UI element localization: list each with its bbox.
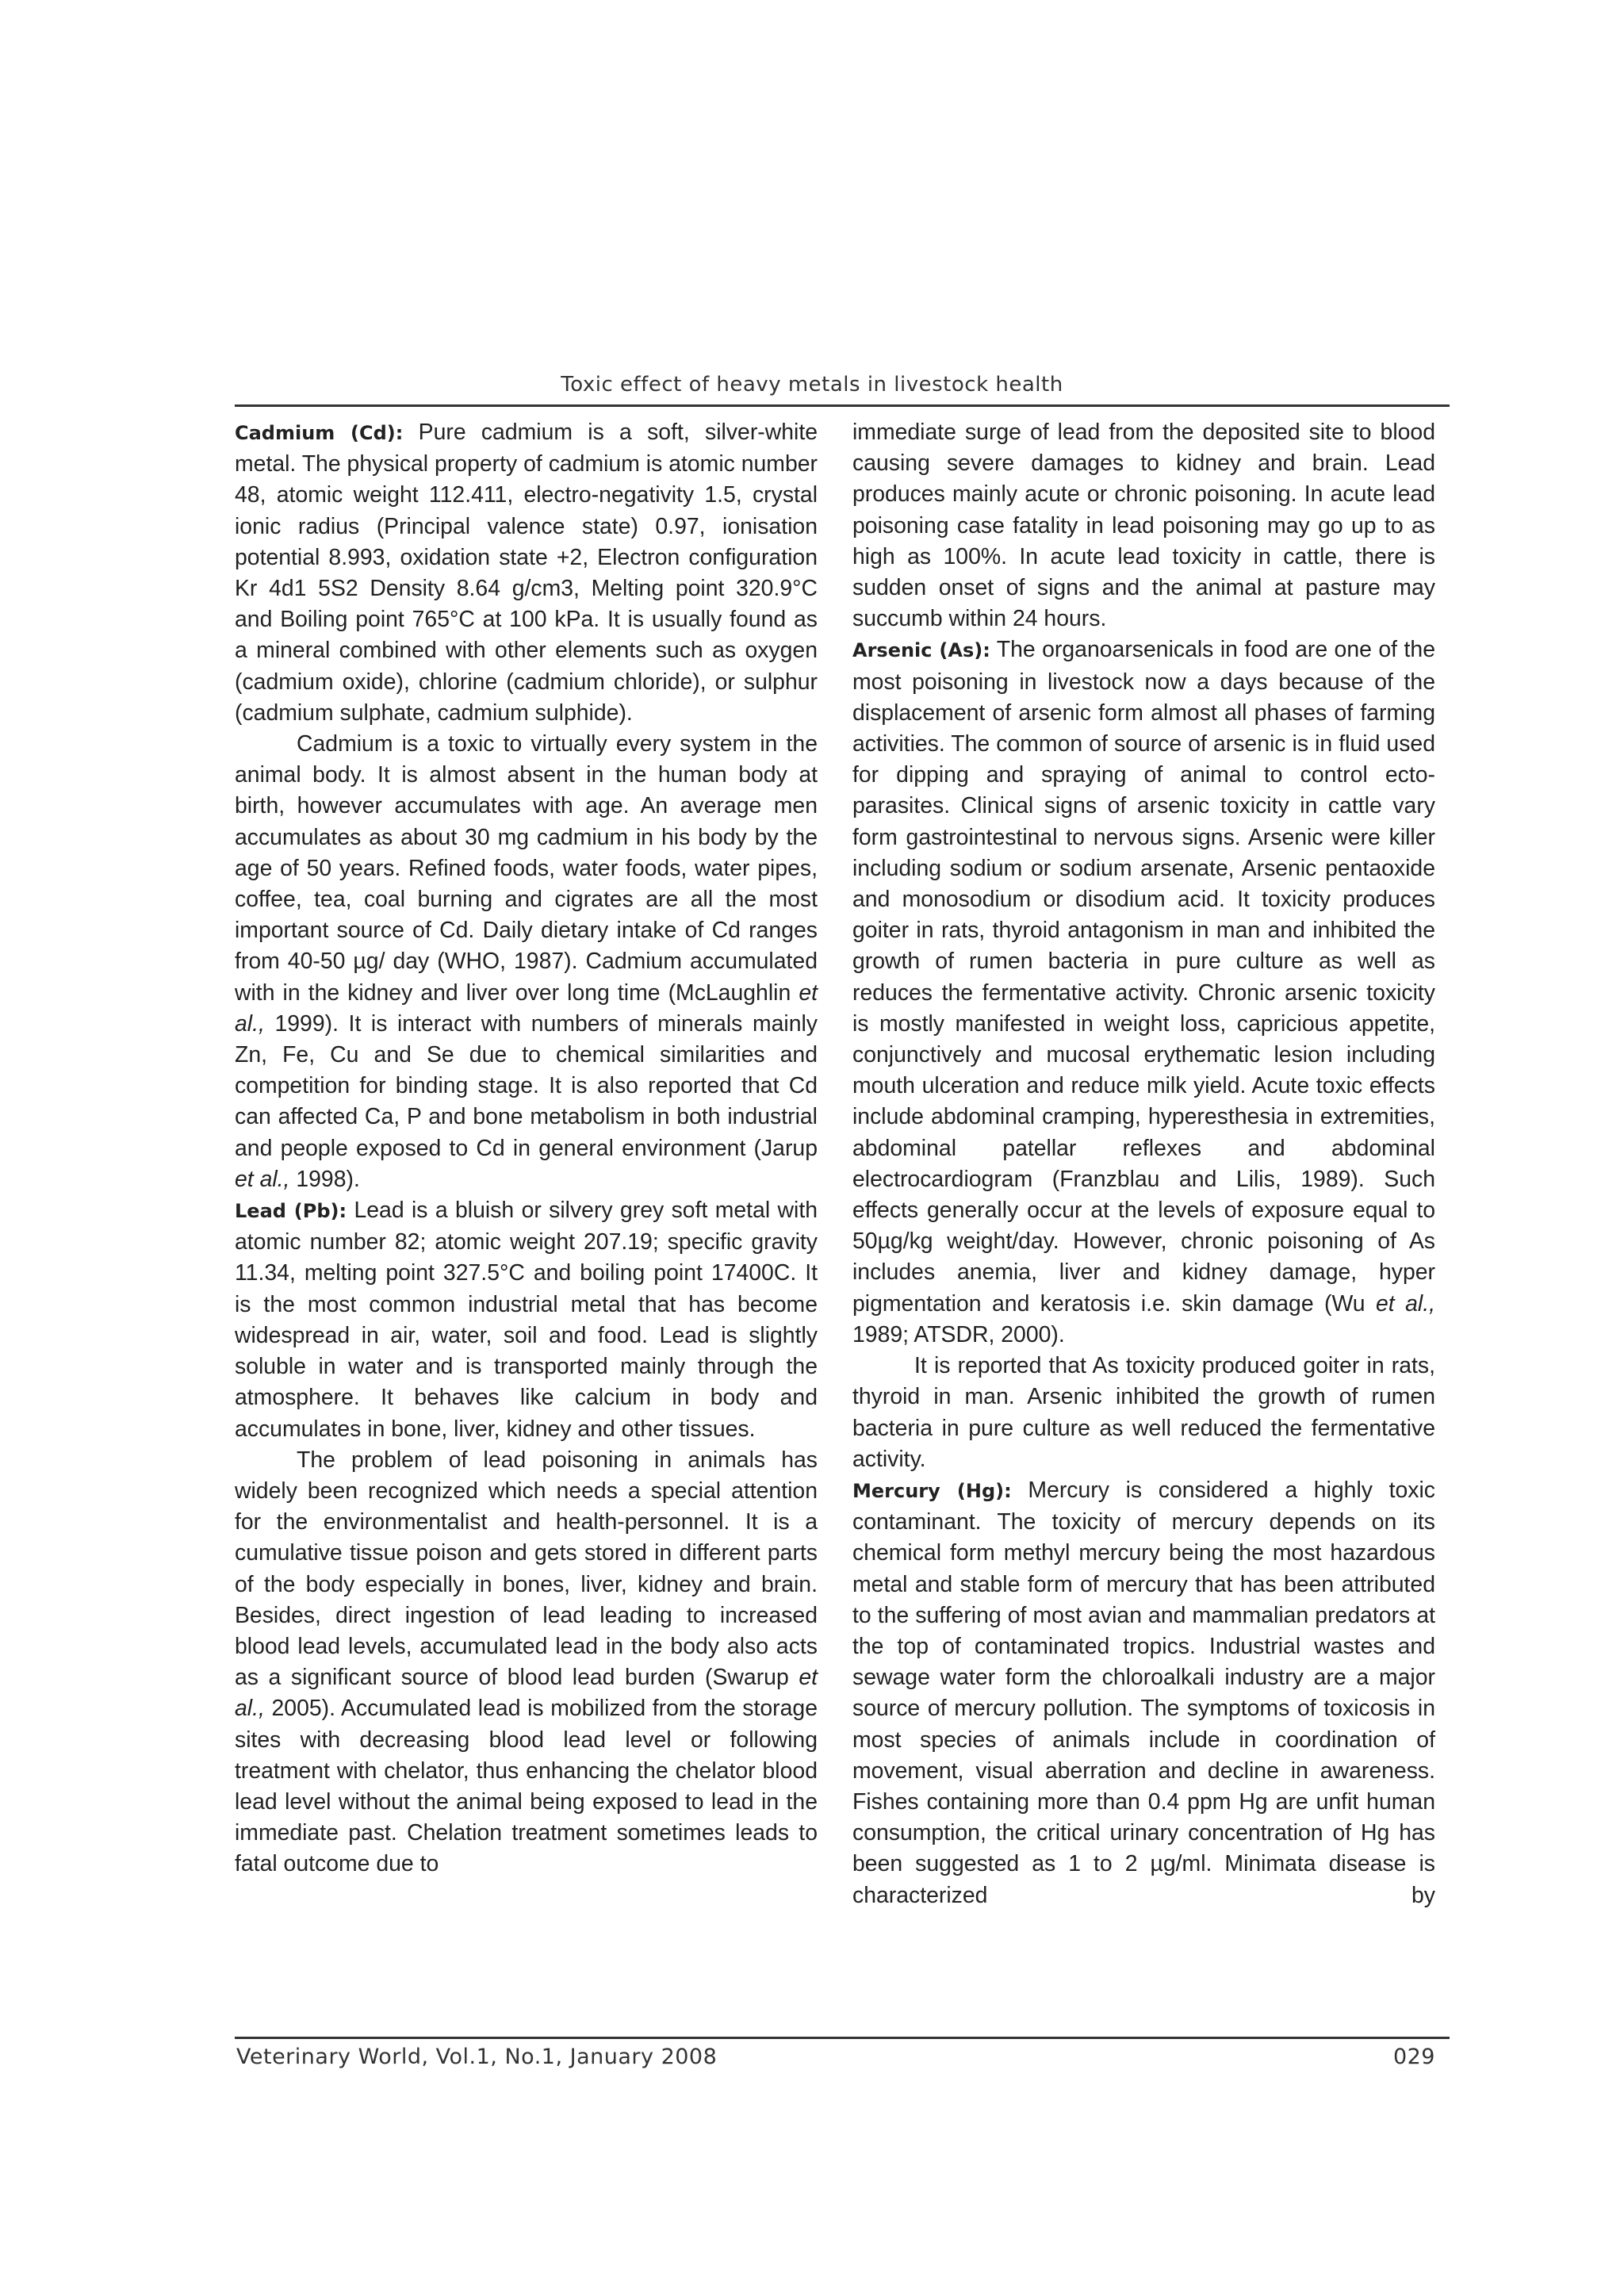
lead-text-1: Lead is a bluish or silvery grey soft metal with atomic number 82; atomic weight 207.19; specific gravity 11.34, melting point 327.5°C and boiling point 17400C. It is the most common industrial metal that has become widespread in air, water, soil and food. Lead is slightly soluble in water and is transported mainly through the atmosphere. It behaves like calcium in body and accumulates in bone, liver, kidney and other tissues. — [235, 1198, 818, 1442]
cadmium-text-1: Pure cadmium is a soft, silver-white metal. The physical property of cadmium is atomic number 48, atomic weight 112.411, electro-negativity 1.5, crystal ionic radius (Principal valence state) 0.97, ionisation potential 8.993, oxidation state +2, Electron configuration Kr 4d1 5S2 Density 8.64 g/cm3, Melting point 320.9°C and Boiling point 765°C at 100 kPa. It is usually found as a mineral combined with other elements such as oxygen (cadmium oxide), chlorine (cadmium chloride), or sulphur (cadmium sulphate, cadmium sulphide). — [235, 420, 818, 726]
mercury-text-1: Mercury is considered a highly toxic contaminant. The toxicity of mercury depends on its chemical form methyl mercury being the most hazardous metal and stable form of mercury that has been attributed to the suffering of most avian and mammalian predators at the top of contaminated tropics. Industrial wastes and sewage water form the chloroalkali industry are a major source of mercury pollution. The symptoms of toxicosis in most species of animals include in coordination of movement, visual aberration and decline in awareness. Fishes containing more than 0.4 ppm Hg are unfit human consumption, the critical urinary concentration of Hg has been suggested as 1 to 2 µg/ml. Minimata disease is characterized by — [852, 1477, 1435, 1908]
lead-paragraph-2 — [235, 1445, 818, 1880]
cadmium-text-2a: Cadmium is a toxic to virtually every system in the animal body. It is almost absent in the human body at birth, however accumulates with age. An average men accumulates as about 30 mg cadmium in his body by the age of 50 years. Refined foods, water foods, water pipes, coffee, tea, coal burning and cigrates are all the most important source of Cd. Daily dietary intake of Cd ranges from 40-50 µg/ day (WHO, 1987). Cadmium accumulated with in the kidney and liver over long time (McLaughlin — [235, 731, 818, 1006]
cadmium-text-2c: 1998). — [289, 1166, 360, 1192]
lead-text-2a: The problem of lead poisoning in animals has widely been recognized which needs a special attention for the environmentalist and health-personnel. It is a cumulative tissue poison and gets stored in different parts of the body especially in bones, liver, kidney and brain. Besides, direct ingestion of lead leading to increased blood lead levels, accumulated lead in the body also acts as a significant source of blood lead burden (Swarup — [235, 1447, 818, 1691]
lead-continuation: immediate surge of lead from the deposited site to blood causing severe damages to kidney and brain. Lead produces mainly acute or chronic poisoning. In acute lead poisoning case fatality in lead poisoning may go up to as high as 100%. In acute lead toxicity in cattle, there is sudden onset of signs and the animal at pasture may succumb within 24 hours. — [852, 420, 1435, 632]
citation-etal: et al., — [235, 1166, 290, 1192]
cadmium-text-2b: 1999). It is interact with numbers of minerals mainly Zn, Fe, Cu and Se due to chemical similarities and competition for binding stage. It is also reported that Cd can affected Ca, P and bone metabolism in both industrial and people exposed to Cd in general environment (Jarup — [235, 1010, 818, 1161]
right-column — [852, 417, 1435, 1911]
journal-citation: Veterinary World, Vol.1, No.1, January 2008 — [236, 2045, 718, 2069]
page-number: 029 — [1392, 2045, 1435, 2069]
footer-rule — [235, 2037, 1450, 2039]
arsenic-paragraph-2: It is reported that As toxicity produced goiter in rats, thyroid in man. Arsenic inhibited the growth of rumen bacteria in pure culture as well reduced the fermentative activity. — [852, 1353, 1435, 1472]
arsenic-text-1a: The organoarsenicals in food are one of the most poisoning in livestock now a days because of the displacement of arsenic form almost all phases of farming activities. The common of source of arsenic is in fluid used for dipping and spraying of animal to control ecto-parasites. Clinical signs of arsenic toxicity in cattle vary form gastrointestinal to nervous signs. Arsenic were killer including sodium or sodium arsenate, Arsenic pentaoxide and monosodium or disodium acid. It toxicity produces goiter in rats, thyroid antagonism in man and inhibited the growth of rumen bacteria in pure culture as well as reduces the fermentative activity. Chronic arsenic toxicity is mostly manifested in weight loss, capricious appetite, conjunctively and mucosal erythematic lesion including mouth ulceration and reduce milk yield. Acute toxic effects include abdominal cramping, hyperesthesia in extremities, abdominal patellar reflexes and abdominal electrocardiogram (Franzblau and Lilis, 1989). Such effects generally occur at the levels of exposure equal to 50µg/kg weight/day. However, chronic poisoning of As includes anemia, liver and kidney damage, hyper pigmentation and keratosis i.e. skin damage (Wu — [852, 637, 1435, 1317]
mercury-paragraph-1 — [852, 1475, 1435, 1911]
arsenic-heading: Arsenic (As): — [852, 639, 990, 662]
header-rule — [235, 404, 1450, 407]
lead-heading: Lead (Pb): — [235, 1200, 347, 1223]
lead-paragraph-1 — [235, 1195, 818, 1445]
running-header: Toxic effect of heavy metals in livestock health — [561, 373, 1063, 397]
cadmium-paragraph-2 — [235, 729, 818, 1195]
citation-etal: et al., — [235, 1665, 818, 1722]
arsenic-text-1b: 1989; ATSDR, 2000). — [852, 1321, 1065, 1347]
mercury-heading: Mercury (Hg): — [852, 1479, 1012, 1502]
lead-text-2b: 2005). Accumulated lead is mobilized from the storage sites with decreasing blood lead level or following treatment with chelator, thus enhancing the chelator blood lead level without the animal being exposed to lead in the immediate past. Chelation treatment sometimes leads to fatal outcome due to — [235, 1696, 818, 1877]
citation-etal: et al., — [1376, 1290, 1435, 1317]
citation-etal: et al., — [235, 979, 818, 1037]
cadmium-paragraph-1 — [235, 417, 818, 729]
cadmium-heading: Cadmium (Cd): — [235, 422, 404, 444]
left-column — [235, 417, 818, 1880]
arsenic-paragraph-1 — [852, 634, 1435, 1351]
